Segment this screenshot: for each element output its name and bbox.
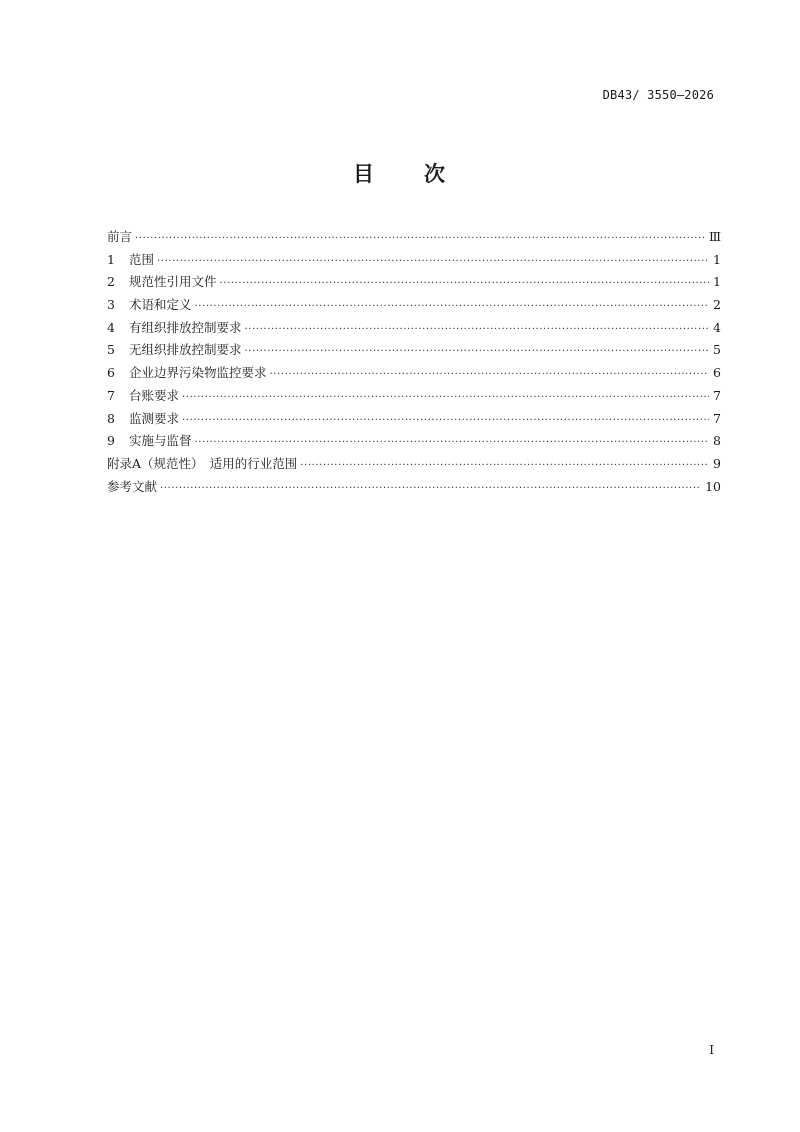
- toc-entry-terms-definitions[interactable]: [107, 294, 721, 317]
- toc-leader-dots: [245, 319, 709, 342]
- toc-entry-organized-emission[interactable]: [107, 317, 721, 340]
- toc-leader-dots: [182, 387, 709, 410]
- toc-entry-label: 无组织排放控制要求: [129, 342, 242, 358]
- toc-leader-dots: [220, 273, 709, 296]
- toc-leader-dots: [135, 228, 705, 251]
- toc-entry-boundary-monitoring[interactable]: [107, 362, 721, 385]
- toc-leader-dots: [157, 251, 709, 274]
- toc-leader-dots: [195, 296, 709, 319]
- toc-entry-bibliography[interactable]: [107, 476, 721, 499]
- toc-entry-page: 1: [713, 274, 721, 290]
- toc-entry-monitoring[interactable]: [107, 408, 721, 431]
- toc-entry-label: 实施与监督: [129, 433, 192, 449]
- toc-entry-number: 9: [107, 433, 115, 449]
- toc-entry-page: 4: [713, 319, 721, 335]
- toc-entry-number: 2: [107, 274, 115, 290]
- toc-leader-dots: [160, 478, 701, 501]
- toc-entry-number: 6: [107, 365, 115, 381]
- standard-code: DB43/ 3550—2026: [602, 88, 714, 102]
- toc-entry-number: 3: [107, 297, 115, 313]
- toc-entry-number: 4: [107, 319, 115, 335]
- toc-entry-number: 7: [107, 387, 115, 403]
- toc-entry-ledger[interactable]: [107, 385, 721, 408]
- toc-entry-label: 前言: [107, 229, 133, 244]
- page-title: [0, 158, 800, 188]
- toc-leader-dots: [195, 432, 709, 455]
- toc-entry-label: 台账要求: [129, 387, 180, 403]
- page-number: I: [709, 1043, 714, 1057]
- toc-entry-fugitive-emission[interactable]: [107, 339, 721, 362]
- toc-leader-dots: [182, 410, 709, 433]
- toc-entry-label: 企业边界污染物监控要求: [129, 365, 267, 381]
- toc-leader-dots: [300, 455, 709, 478]
- toc-entry-number: 5: [107, 342, 115, 358]
- toc-entry-number: 8: [107, 410, 115, 426]
- toc-entry-label: 附录A（规范性） 适用的行业范围: [107, 455, 298, 471]
- toc-entry-page: 7: [713, 410, 721, 426]
- toc-entry-label: 参考文献: [107, 478, 158, 494]
- toc-list: [107, 226, 721, 498]
- toc-entry-label: 范围: [129, 251, 155, 267]
- toc-entry-page: 2: [713, 297, 721, 313]
- page-title-char-1: 目: [353, 162, 376, 186]
- toc-entry-normative-references[interactable]: [107, 271, 721, 294]
- toc-entry-number: 1: [107, 251, 115, 267]
- toc-entry-scope[interactable]: [107, 249, 721, 272]
- toc-entry-foreword[interactable]: [107, 226, 721, 249]
- toc-entry-implementation[interactable]: [107, 430, 721, 453]
- toc-entry-page: 6: [713, 365, 721, 381]
- toc-entry-page: 5: [713, 342, 721, 358]
- toc-entry-page: 9: [713, 455, 721, 471]
- toc-leader-dots: [245, 341, 709, 364]
- toc-entry-label: 规范性引用文件: [129, 274, 217, 290]
- toc-entry-page: 8: [713, 433, 721, 449]
- toc-entry-label: 术语和定义: [129, 297, 192, 313]
- toc-entry-page: 7: [713, 387, 721, 403]
- page-title-char-2: 次: [424, 162, 447, 186]
- toc-entry-label: 监测要求: [129, 410, 180, 426]
- toc-entry-page: 10: [705, 478, 721, 494]
- toc-entry-appendix-a[interactable]: [107, 453, 721, 476]
- toc-entry-page: 1: [713, 251, 721, 267]
- toc-entry-label: 有组织排放控制要求: [129, 319, 242, 335]
- toc-entry-page: Ⅲ: [708, 229, 721, 244]
- toc-leader-dots: [270, 364, 709, 387]
